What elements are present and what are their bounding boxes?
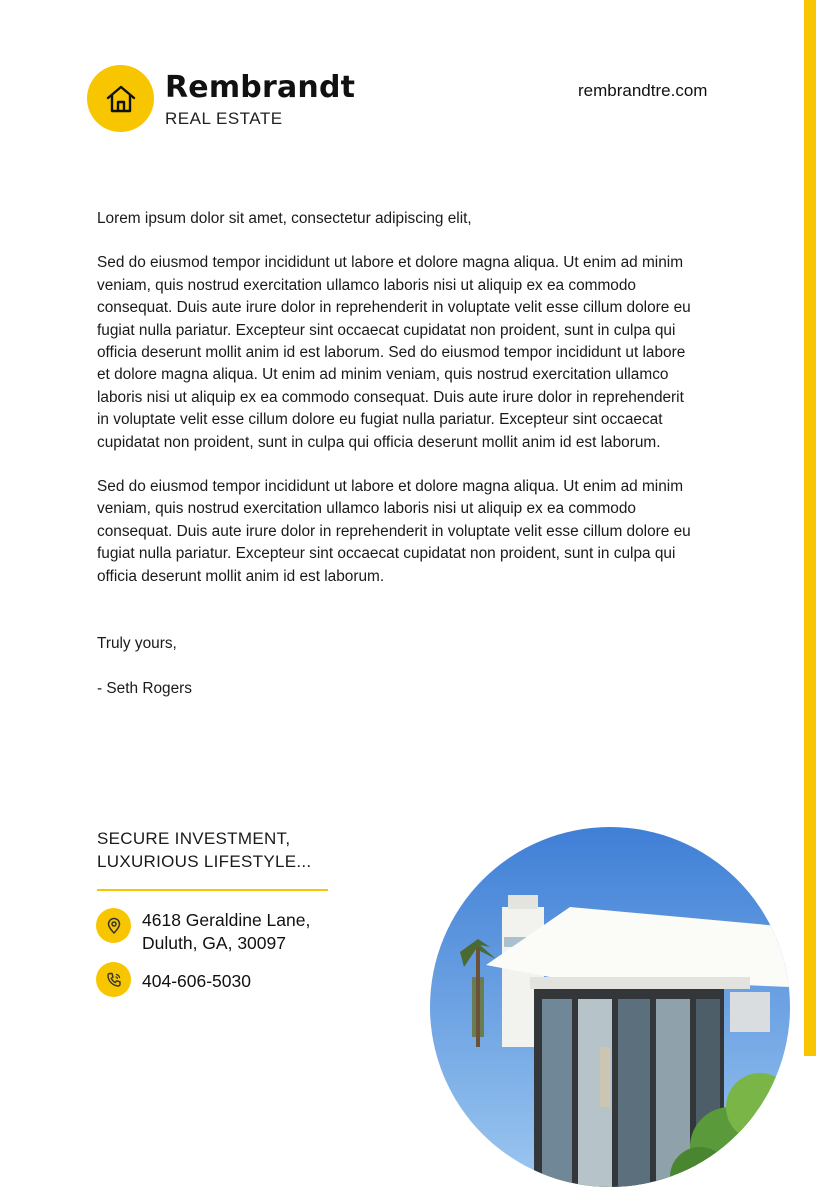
tagline: SECURE INVESTMENT, LUXURIOUS LIFESTYLE... <box>97 829 312 871</box>
letter-closing: Truly yours, <box>97 635 177 653</box>
logo-badge <box>87 65 154 132</box>
tagline-divider <box>97 889 328 891</box>
address-line-1: 4618 Geraldine Lane, <box>142 910 311 930</box>
brand-name: Rembrandt <box>165 70 356 105</box>
house-icon <box>103 81 139 117</box>
letter-paragraph-2: Sed do eiusmod tempor incididunt ut labore et dolore magna aliqua. Ut enim ad minim veniam, quis nostrud exercitation ullamco laboris nisi ut aliquip ex ea commodo consequat. Duis aute irure dolor in reprehenderit in voluptate velit esse cillum dolore eu fugiat nulla pariatur. Excepteur sint occaecat cupidatat non proident, sunt in culpa qui officia deserunt mollit anim id est laborum. <box>97 478 691 585</box>
location-pin-icon <box>96 908 131 943</box>
website-link[interactable]: rembrandtre.com <box>578 81 708 100</box>
house-photo <box>430 827 790 1187</box>
address <box>142 909 310 954</box>
phone-icon <box>96 962 131 997</box>
letter-body <box>97 208 697 722</box>
brand-subtitle: REAL ESTATE <box>165 109 283 128</box>
phone-number: 404-606-5030 <box>142 971 251 991</box>
letter-greeting: Lorem ipsum dolor sit amet, consectetur adipiscing elit, <box>97 210 472 227</box>
accent-bar <box>804 0 816 1056</box>
letter-signature: - Seth Rogers <box>97 679 192 697</box>
address-line-2: Duluth, GA, 30097 <box>142 932 286 953</box>
letter-paragraph-1: Sed do eiusmod tempor incididunt ut labore et dolore magna aliqua. Ut enim ad minim veniam, quis nostrud exercitation ullamco laboris nisi ut aliquip ex ea commodo consequat. Duis aute irure dolor in reprehenderit in voluptate velit esse cillum dolore eu fugiat nulla pariatur. Excepteur sint occaecat cupidatat non proident, sunt in culpa qui officia deserunt mollit anim id est laborum. Sed do eiusmod tempor incididunt ut labore et dolore magna aliqua. Ut enim ad minim veniam, quis nostrud exercitation ullamco laboris nisi ut aliquip ex ea commodo consequat. Duis aute irure dolor in reprehenderit in voluptate velit esse cillum dolore eu fugiat nulla pariatur. Excepteur sint occaecat cupidatat non proident, sunt in culpa qui officia deserunt mollit anim id est laborum. <box>97 254 691 451</box>
